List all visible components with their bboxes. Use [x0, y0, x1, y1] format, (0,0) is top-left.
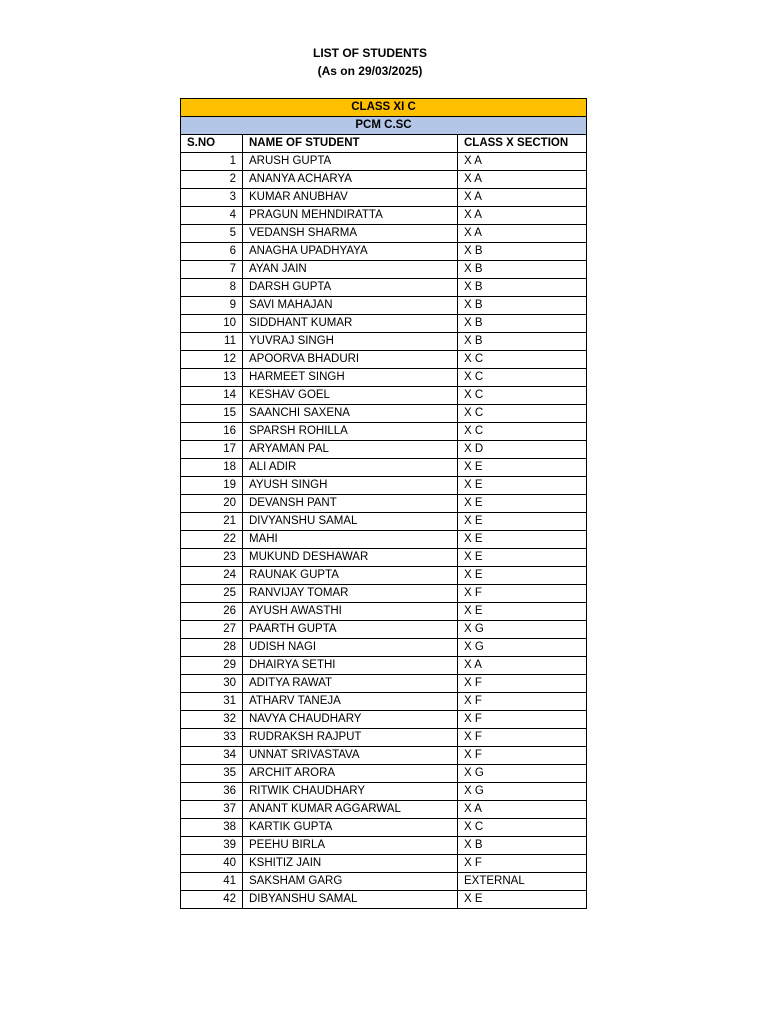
cell-student-name: PRAGUN MEHNDIRATTA [243, 207, 458, 225]
cell-sno: 40 [181, 855, 243, 873]
cell-section: X F [458, 711, 587, 729]
cell-student-name: VEDANSH SHARMA [243, 225, 458, 243]
cell-sno: 9 [181, 297, 243, 315]
cell-student-name: UDISH NAGI [243, 639, 458, 657]
cell-sno: 19 [181, 477, 243, 495]
cell-section: EXTERNAL [458, 873, 587, 891]
cell-student-name: MAHI [243, 531, 458, 549]
cell-section: X G [458, 765, 587, 783]
cell-section: X F [458, 747, 587, 765]
cell-student-name: SAKSHAM GARG [243, 873, 458, 891]
cell-sno: 18 [181, 459, 243, 477]
cell-section: X F [458, 693, 587, 711]
cell-section: X F [458, 855, 587, 873]
cell-sno: 11 [181, 333, 243, 351]
document-subtitle: (As on 29/03/2025) [317, 64, 423, 78]
cell-sno: 42 [181, 891, 243, 909]
cell-section: X A [458, 801, 587, 819]
cell-student-name: SIDDHANT KUMAR [243, 315, 458, 333]
stream-row [181, 117, 587, 135]
cell-section: X C [458, 369, 587, 387]
student-table-body [181, 99, 587, 909]
cell-sno: 21 [181, 513, 243, 531]
cell-sno: 25 [181, 585, 243, 603]
cell-section: X A [458, 207, 587, 225]
student-row [181, 171, 587, 189]
cell-section: X E [458, 567, 587, 585]
cell-student-name: DIVYANSHU SAMAL [243, 513, 458, 531]
cell-sno: 41 [181, 873, 243, 891]
cell-sno: 32 [181, 711, 243, 729]
class-row [181, 99, 587, 117]
cell-section: X A [458, 153, 587, 171]
student-row [181, 747, 587, 765]
cell-section: X C [458, 423, 587, 441]
cell-section: X C [458, 405, 587, 423]
cell-student-name: KARTIK GUPTA [243, 819, 458, 837]
student-list-table [180, 98, 587, 909]
cell-sno: 39 [181, 837, 243, 855]
cell-sno: 36 [181, 783, 243, 801]
student-row [181, 153, 587, 171]
cell-sno: 20 [181, 495, 243, 513]
student-row [181, 801, 587, 819]
student-row [181, 657, 587, 675]
cell-student-name: PAARTH GUPTA [243, 621, 458, 639]
cell-section: X F [458, 675, 587, 693]
student-row [181, 423, 587, 441]
student-row [181, 585, 587, 603]
cell-student-name: SPARSH ROHILLA [243, 423, 458, 441]
cell-sno: 14 [181, 387, 243, 405]
cell-student-name: ARYAMAN PAL [243, 441, 458, 459]
student-row [181, 855, 587, 873]
student-row [181, 495, 587, 513]
cell-sno: 3 [181, 189, 243, 207]
cell-sno: 15 [181, 405, 243, 423]
student-row [181, 873, 587, 891]
cell-student-name: AYUSH SINGH [243, 477, 458, 495]
cell-section: X E [458, 891, 587, 909]
stream-label: PCM C.SC [181, 117, 587, 135]
cell-section: X C [458, 351, 587, 369]
cell-sno: 38 [181, 819, 243, 837]
student-row [181, 279, 587, 297]
cell-sno: 22 [181, 531, 243, 549]
cell-sno: 8 [181, 279, 243, 297]
student-row [181, 603, 587, 621]
cell-sno: 37 [181, 801, 243, 819]
student-row [181, 549, 587, 567]
cell-section: X A [458, 657, 587, 675]
student-row [181, 369, 587, 387]
cell-section: X B [458, 333, 587, 351]
student-row [181, 333, 587, 351]
cell-student-name: RITWIK CHAUDHARY [243, 783, 458, 801]
student-row [181, 261, 587, 279]
cell-sno: 33 [181, 729, 243, 747]
cell-student-name: KUMAR ANUBHAV [243, 189, 458, 207]
column-header-row [181, 135, 587, 153]
student-row [181, 567, 587, 585]
cell-sno: 23 [181, 549, 243, 567]
column-header-sno: S.NO [181, 135, 243, 153]
cell-section: X C [458, 387, 587, 405]
cell-section: X G [458, 783, 587, 801]
cell-student-name: NAVYA CHAUDHARY [243, 711, 458, 729]
cell-student-name: DEVANSH PANT [243, 495, 458, 513]
cell-student-name: DIBYANSHU SAMAL [243, 891, 458, 909]
cell-section: X B [458, 279, 587, 297]
student-row [181, 297, 587, 315]
cell-sno: 13 [181, 369, 243, 387]
cell-sno: 26 [181, 603, 243, 621]
cell-section: X D [458, 441, 587, 459]
cell-student-name: PEEHU BIRLA [243, 837, 458, 855]
cell-student-name: ARUSH GUPTA [243, 153, 458, 171]
cell-sno: 2 [181, 171, 243, 189]
cell-student-name: AYUSH AWASTHI [243, 603, 458, 621]
cell-section: X E [458, 495, 587, 513]
cell-section: X E [458, 477, 587, 495]
cell-sno: 12 [181, 351, 243, 369]
cell-section: X B [458, 315, 587, 333]
cell-student-name: KESHAV GOEL [243, 387, 458, 405]
student-row [181, 207, 587, 225]
cell-section: X A [458, 189, 587, 207]
cell-student-name: ARCHIT ARORA [243, 765, 458, 783]
student-row [181, 405, 587, 423]
cell-sno: 27 [181, 621, 243, 639]
student-row [181, 891, 587, 909]
cell-section: X E [458, 603, 587, 621]
cell-student-name: ANANYA ACHARYA [243, 171, 458, 189]
student-row [181, 783, 587, 801]
cell-sno: 30 [181, 675, 243, 693]
student-row [181, 711, 587, 729]
cell-student-name: ANANT KUMAR AGGARWAL [243, 801, 458, 819]
cell-student-name: DARSH GUPTA [243, 279, 458, 297]
cell-sno: 34 [181, 747, 243, 765]
cell-student-name: UNNAT SRIVASTAVA [243, 747, 458, 765]
cell-student-name: ATHARV TANEJA [243, 693, 458, 711]
student-row [181, 765, 587, 783]
cell-section: X B [458, 297, 587, 315]
student-row [181, 729, 587, 747]
cell-sno: 10 [181, 315, 243, 333]
cell-section: X C [458, 819, 587, 837]
cell-section: X A [458, 225, 587, 243]
student-row [181, 639, 587, 657]
student-row [181, 441, 587, 459]
cell-student-name: SAVI MAHAJAN [243, 297, 458, 315]
document-header [0, 44, 740, 80]
student-row [181, 315, 587, 333]
cell-student-name: RAUNAK GUPTA [243, 567, 458, 585]
student-row [181, 189, 587, 207]
cell-sno: 5 [181, 225, 243, 243]
cell-sno: 28 [181, 639, 243, 657]
cell-student-name: SAANCHI SAXENA [243, 405, 458, 423]
cell-sno: 24 [181, 567, 243, 585]
cell-sno: 6 [181, 243, 243, 261]
cell-student-name: AYAN JAIN [243, 261, 458, 279]
student-row [181, 387, 587, 405]
class-label: CLASS XI C [181, 99, 587, 117]
document-title: LIST OF STUDENTS [313, 46, 427, 60]
column-header-section: CLASS X SECTION [458, 135, 587, 153]
cell-sno: 16 [181, 423, 243, 441]
student-row [181, 837, 587, 855]
student-row [181, 477, 587, 495]
cell-student-name: ANAGHA UPADHYAYA [243, 243, 458, 261]
cell-student-name: RUDRAKSH RAJPUT [243, 729, 458, 747]
cell-student-name: MUKUND DESHAWAR [243, 549, 458, 567]
cell-sno: 31 [181, 693, 243, 711]
student-row [181, 225, 587, 243]
cell-section: X G [458, 639, 587, 657]
cell-section: X E [458, 549, 587, 567]
student-row [181, 675, 587, 693]
cell-student-name: YUVRAJ SINGH [243, 333, 458, 351]
cell-sno: 29 [181, 657, 243, 675]
cell-student-name: HARMEET SINGH [243, 369, 458, 387]
cell-section: X G [458, 621, 587, 639]
student-row [181, 459, 587, 477]
cell-student-name: RANVIJAY TOMAR [243, 585, 458, 603]
column-header-name: NAME OF STUDENT [243, 135, 458, 153]
cell-student-name: ADITYA RAWAT [243, 675, 458, 693]
cell-section: X E [458, 513, 587, 531]
cell-sno: 1 [181, 153, 243, 171]
cell-section: X F [458, 585, 587, 603]
cell-section: X B [458, 837, 587, 855]
student-row [181, 351, 587, 369]
student-row [181, 513, 587, 531]
cell-section: X E [458, 531, 587, 549]
cell-sno: 4 [181, 207, 243, 225]
cell-sno: 7 [181, 261, 243, 279]
student-row [181, 819, 587, 837]
student-row [181, 693, 587, 711]
student-row [181, 621, 587, 639]
cell-section: X A [458, 171, 587, 189]
cell-student-name: ALI ADIR [243, 459, 458, 477]
cell-section: X E [458, 459, 587, 477]
cell-sno: 35 [181, 765, 243, 783]
student-row [181, 531, 587, 549]
cell-student-name: APOORVA BHADURI [243, 351, 458, 369]
cell-section: X B [458, 261, 587, 279]
cell-student-name: DHAIRYA SETHI [243, 657, 458, 675]
cell-section: X F [458, 729, 587, 747]
cell-student-name: KSHITIZ JAIN [243, 855, 458, 873]
student-row [181, 243, 587, 261]
cell-sno: 17 [181, 441, 243, 459]
cell-section: X B [458, 243, 587, 261]
